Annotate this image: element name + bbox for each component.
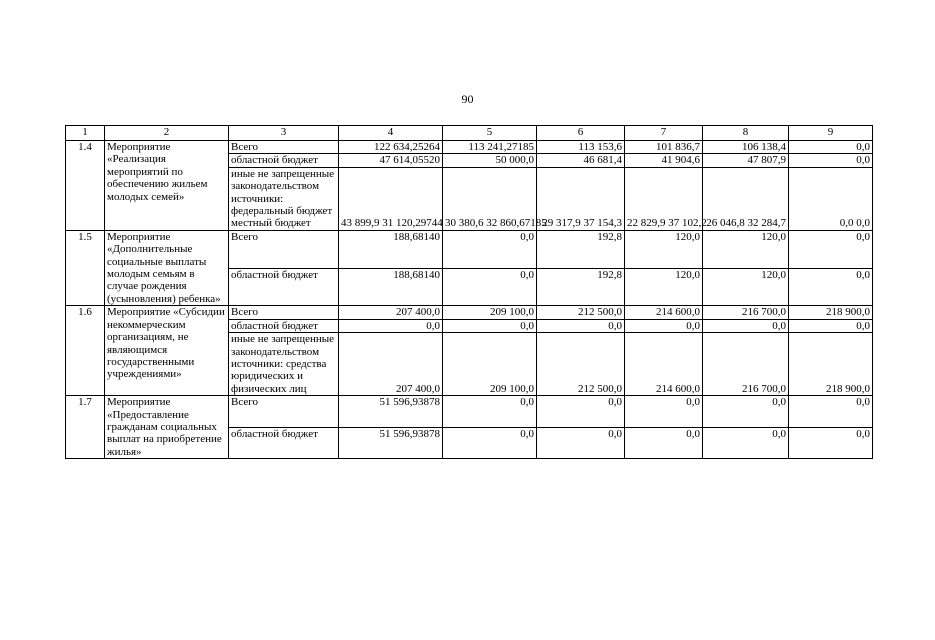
value-cell: 29 317,9 37 154,3 bbox=[537, 167, 625, 230]
value-cell: 51 596,93878 bbox=[339, 396, 443, 428]
table-row bbox=[66, 230, 873, 268]
value-cell: 214 600,0 bbox=[625, 306, 703, 319]
header-cell: 2 bbox=[105, 126, 229, 141]
value-cell: 50 000,0 bbox=[443, 154, 537, 167]
value-cell: 192,8 bbox=[537, 268, 625, 306]
value-cell: 216 700,0 bbox=[703, 333, 789, 396]
value-cell: 218 900,0 bbox=[789, 306, 873, 319]
value-cell: 209 100,0 bbox=[443, 306, 537, 319]
source-label: областной бюджет bbox=[229, 319, 339, 332]
source-label: Всего bbox=[229, 230, 339, 268]
value-cell: 122 634,25264 bbox=[339, 141, 443, 154]
value-cell: 0,0 0,0 bbox=[789, 167, 873, 230]
value-cell: 43 899,9 31 120,29744 bbox=[339, 167, 443, 230]
value-cell: 192,8 bbox=[537, 230, 625, 268]
value-cell: 0,0 bbox=[703, 396, 789, 428]
header-cell: 9 bbox=[789, 126, 873, 141]
value-cell: 22 829,9 37 102,2 bbox=[625, 167, 703, 230]
row-number: 1.6 bbox=[66, 306, 105, 396]
measure-name: Мероприятие «Предоставление гражданам социальных выплат на приобретение жилья» bbox=[105, 396, 229, 459]
header-cell: 3 bbox=[229, 126, 339, 141]
budget-table bbox=[65, 125, 873, 459]
value-cell: 0,0 bbox=[789, 141, 873, 154]
measure-name: Мероприятие «Дополнительные социальные выплаты молодым семьям в случае рождения (усыновления) ребенка» bbox=[105, 230, 229, 305]
value-cell: 120,0 bbox=[625, 268, 703, 306]
value-cell: 0,0 bbox=[789, 396, 873, 428]
value-cell: 188,68140 bbox=[339, 230, 443, 268]
value-cell: 212 500,0 bbox=[537, 306, 625, 319]
value-cell: 207 400,0 bbox=[339, 306, 443, 319]
value-cell: 113 153,6 bbox=[537, 141, 625, 154]
value-cell: 51 596,93878 bbox=[339, 427, 443, 459]
value-cell: 212 500,0 bbox=[537, 333, 625, 396]
value-cell: 0,0 bbox=[703, 319, 789, 332]
value-cell: 207 400,0 bbox=[339, 333, 443, 396]
table-row bbox=[66, 306, 873, 319]
header-cell: 1 bbox=[66, 126, 105, 141]
row-number: 1.5 bbox=[66, 230, 105, 305]
value-cell: 47 807,9 bbox=[703, 154, 789, 167]
value-cell: 0,0 bbox=[537, 319, 625, 332]
value-cell: 30 380,6 32 860,67185 bbox=[443, 167, 537, 230]
value-cell: 0,0 bbox=[339, 319, 443, 332]
value-cell: 0,0 bbox=[625, 427, 703, 459]
value-cell: 101 836,7 bbox=[625, 141, 703, 154]
header-cell: 7 bbox=[625, 126, 703, 141]
value-cell: 216 700,0 bbox=[703, 306, 789, 319]
page-number: 90 bbox=[461, 92, 474, 106]
value-cell: 106 138,4 bbox=[703, 141, 789, 154]
value-cell: 214 600,0 bbox=[625, 333, 703, 396]
source-label: иные не запрещенные законодательством источники: средства юридических и физических лиц bbox=[229, 333, 339, 396]
header-cell: 4 bbox=[339, 126, 443, 141]
source-label: иные не запрещенные законодательством источники: федеральный бюджет местный бюджет bbox=[229, 167, 339, 230]
value-cell: 47 614,05520 bbox=[339, 154, 443, 167]
value-cell: 120,0 bbox=[703, 230, 789, 268]
value-cell: 0,0 bbox=[789, 268, 873, 306]
value-cell: 188,68140 bbox=[339, 268, 443, 306]
value-cell: 0,0 bbox=[537, 427, 625, 459]
value-cell: 120,0 bbox=[625, 230, 703, 268]
value-cell: 218 900,0 bbox=[789, 333, 873, 396]
header-cell: 6 bbox=[537, 126, 625, 141]
value-cell: 0,0 bbox=[789, 154, 873, 167]
measure-name: Мероприятие «Субсидии некоммерческим организациям, не являющимся государственными учреждениями» bbox=[105, 306, 229, 396]
value-cell: 0,0 bbox=[443, 319, 537, 332]
table-row bbox=[66, 396, 873, 428]
value-cell: 0,0 bbox=[703, 427, 789, 459]
value-cell: 26 046,8 32 284,7 bbox=[703, 167, 789, 230]
value-cell: 0,0 bbox=[789, 230, 873, 268]
table-row bbox=[66, 141, 873, 154]
value-cell: 120,0 bbox=[703, 268, 789, 306]
measure-name: Мероприятие «Реализация мероприятий по обеспечению жильем молодых семей» bbox=[105, 141, 229, 231]
value-cell: 41 904,6 bbox=[625, 154, 703, 167]
value-cell: 113 241,27185 bbox=[443, 141, 537, 154]
value-cell: 0,0 bbox=[443, 427, 537, 459]
source-label: Всего bbox=[229, 396, 339, 428]
table-header-row bbox=[66, 126, 873, 141]
source-label: Всего bbox=[229, 141, 339, 154]
value-cell: 0,0 bbox=[537, 396, 625, 428]
value-cell: 209 100,0 bbox=[443, 333, 537, 396]
header-cell: 8 bbox=[703, 126, 789, 141]
value-cell: 0,0 bbox=[443, 268, 537, 306]
source-label: Всего bbox=[229, 306, 339, 319]
source-label: областной бюджет bbox=[229, 427, 339, 459]
source-label: областной бюджет bbox=[229, 154, 339, 167]
header-cell: 5 bbox=[443, 126, 537, 141]
value-cell: 0,0 bbox=[625, 319, 703, 332]
value-cell: 0,0 bbox=[789, 427, 873, 459]
value-cell: 0,0 bbox=[443, 396, 537, 428]
value-cell: 46 681,4 bbox=[537, 154, 625, 167]
source-label: областной бюджет bbox=[229, 268, 339, 306]
value-cell: 0,0 bbox=[443, 230, 537, 268]
value-cell: 0,0 bbox=[789, 319, 873, 332]
value-cell: 0,0 bbox=[625, 396, 703, 428]
row-number: 1.7 bbox=[66, 396, 105, 459]
row-number: 1.4 bbox=[66, 141, 105, 231]
